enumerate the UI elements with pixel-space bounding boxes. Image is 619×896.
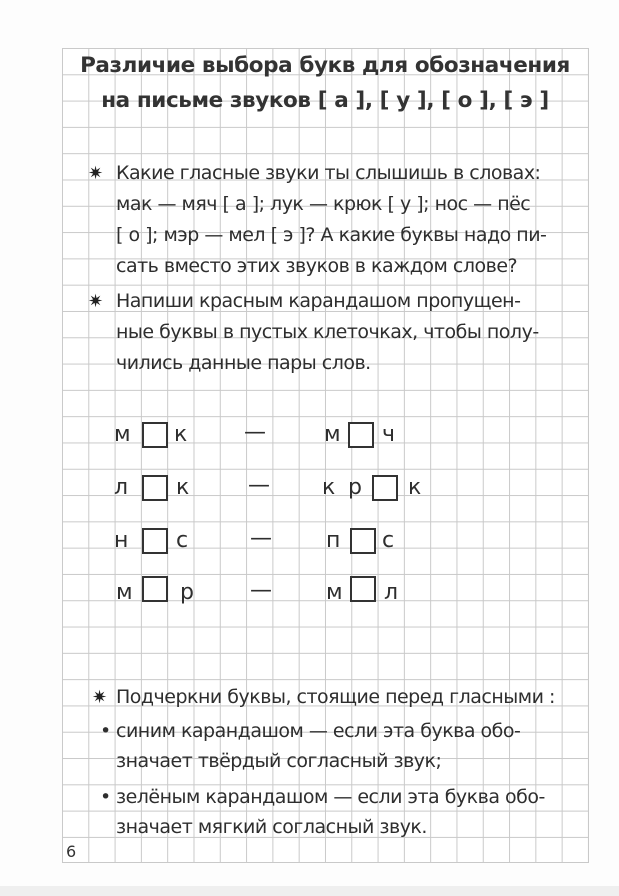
task-3-subitem-2 — [100, 782, 590, 842]
blank-letter-box[interactable] — [350, 528, 376, 554]
blank-letter-box[interactable] — [142, 475, 168, 501]
blank-letter-box[interactable] — [350, 576, 376, 602]
letter: р — [180, 580, 194, 605]
task-2-line-3: чились данные пары слов. — [116, 352, 371, 374]
blank-letter-box[interactable] — [372, 475, 398, 501]
letter: л — [384, 580, 399, 605]
pair-dash: — — [250, 578, 272, 603]
task-1-line-4: сать вместо этих звуков в каждом слове? — [116, 255, 518, 277]
task-3 — [88, 682, 598, 713]
letter: л — [114, 475, 129, 500]
blank-letter-box[interactable] — [348, 422, 374, 448]
pair-dash: — — [250, 526, 272, 551]
subitem-2-line-1: зелёным карандашом — если эта буква обо- — [116, 786, 545, 808]
letter: к — [176, 475, 190, 500]
word-pair-row — [110, 526, 430, 566]
star-bullet-icon: ✷ — [88, 291, 103, 312]
letter: м — [326, 580, 343, 605]
blank-letter-box[interactable] — [142, 576, 168, 602]
subitem-2-line-2: значает мягкий согласный звук. — [116, 816, 427, 838]
subitem-1-line-1: синим карандашом — если эта буква обо- — [116, 720, 521, 742]
blank-letter-box[interactable] — [142, 528, 168, 554]
letter: с — [382, 528, 395, 553]
page-number: 6 — [66, 842, 77, 861]
pair-dash: — — [248, 473, 270, 498]
letter: м — [324, 422, 341, 447]
blank-letter-box[interactable] — [142, 422, 168, 448]
bullet-dot-icon: • — [100, 720, 111, 742]
task-1 — [88, 158, 598, 282]
letter: м — [114, 422, 131, 447]
task-1-line-2: мак — мяч [ а ]; лук — крюк [ у ]; нос — пёс — [116, 193, 531, 215]
pair-dash: — — [244, 420, 266, 445]
task-3-line-1: Подчеркни буквы, стоящие перед гласными : — [116, 686, 555, 708]
scan-edge — [0, 886, 619, 896]
title-line-2: на письме звуков [ а ], [ у ], [ о ], [ э ] — [101, 88, 549, 113]
word-pair-row — [110, 473, 430, 513]
task-1-line-1: Какие гласные звуки ты слышишь в словах: — [116, 162, 541, 184]
word-pair-row — [110, 578, 430, 618]
task-2-line-2: ные буквы в пустых клеточках, чтобы полу- — [116, 321, 539, 343]
word-pair-row — [110, 420, 430, 460]
letter: к — [174, 422, 188, 447]
letter: п — [326, 528, 341, 553]
task-3-subitem-1 — [100, 716, 590, 776]
letter: м — [116, 580, 133, 605]
letter: к — [322, 475, 336, 500]
bullet-dot-icon: • — [100, 786, 111, 808]
star-bullet-icon: ✷ — [92, 687, 107, 708]
letter: ч — [382, 422, 395, 447]
task-2 — [88, 286, 598, 379]
title-line-1: Различие выбора букв для обозначения — [80, 53, 570, 78]
page-title — [62, 48, 588, 118]
task-1-line-3: [ о ]; мэр — мел [ э ]? А какие буквы надо пи- — [116, 224, 547, 246]
letter: с — [176, 528, 189, 553]
letter: р — [348, 475, 362, 500]
subitem-1-line-2: значает твёрдый согласный звук; — [116, 750, 442, 772]
star-bullet-icon: ✷ — [88, 163, 103, 184]
task-2-line-1: Напиши красным карандашом пропущен- — [116, 290, 521, 312]
letter: к — [408, 475, 422, 500]
letter: н — [114, 528, 129, 553]
